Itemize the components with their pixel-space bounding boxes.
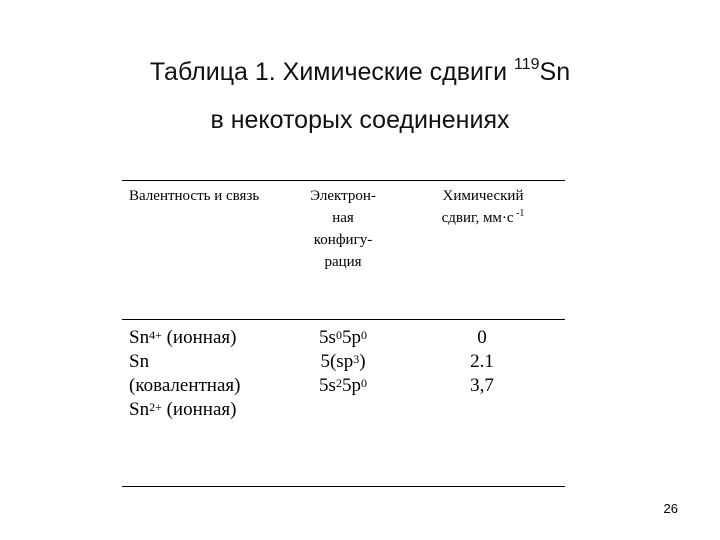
ion-charge: 4+ bbox=[149, 328, 162, 342]
occupancy: 0 bbox=[360, 328, 367, 342]
table-title-line2: в некоторых соединениях bbox=[210, 106, 510, 134]
table-title-line1 bbox=[0, 58, 720, 87]
shift-value: 3,7 bbox=[470, 375, 494, 396]
bond-type: (ионная) bbox=[161, 399, 237, 420]
header-electron-config bbox=[298, 185, 388, 273]
valence-row bbox=[129, 326, 304, 350]
column-electron-config bbox=[298, 326, 388, 398]
header-shift-unit: сдвиг, мм·с bbox=[441, 210, 514, 226]
occupancy: 0 bbox=[335, 328, 342, 342]
header-config-line: Электрон- bbox=[310, 188, 376, 204]
header-valence: Валентность и связь bbox=[129, 188, 260, 204]
shift-value: 2.1 bbox=[470, 351, 494, 372]
orbital: 5(sp bbox=[320, 351, 354, 372]
table-bottom-rule bbox=[122, 486, 565, 487]
config-row bbox=[298, 350, 388, 374]
element-symbol: Sn bbox=[129, 399, 150, 420]
column-valence bbox=[129, 326, 304, 422]
valence-row bbox=[129, 398, 304, 422]
orbital: 5s bbox=[319, 375, 336, 396]
header-config-line: конфигу- bbox=[313, 232, 373, 248]
header-shift-unit-exponent: -1 bbox=[513, 208, 525, 219]
bond-type: (ионная) bbox=[161, 327, 237, 348]
header-chemical-shift bbox=[398, 185, 568, 229]
element-symbol: Sn bbox=[129, 327, 150, 348]
table-top-rule bbox=[122, 180, 565, 181]
isotope-mass: 119 bbox=[514, 56, 540, 73]
config-row bbox=[298, 326, 388, 350]
header-config-line: рация bbox=[324, 254, 362, 270]
shift-value: 0 bbox=[477, 327, 487, 348]
isotope-element: Sn bbox=[539, 58, 571, 86]
occupancy: 3 bbox=[353, 352, 360, 366]
orbital: 5p bbox=[341, 375, 361, 396]
header-shift-line2 bbox=[398, 207, 568, 229]
ion-charge: 2+ bbox=[149, 400, 162, 414]
title-prefix: Таблица 1. Химические сдвиги bbox=[149, 58, 514, 86]
header-shift-line1: Химический bbox=[442, 188, 524, 204]
occupancy: 0 bbox=[360, 376, 367, 390]
occupancy: 2 bbox=[335, 376, 342, 390]
orbital: ) bbox=[359, 351, 366, 372]
table-header-rule bbox=[122, 319, 565, 320]
header-config-line: ная bbox=[332, 210, 354, 226]
config-row bbox=[298, 374, 388, 398]
orbital: 5s bbox=[319, 327, 336, 348]
valence-row: Sn bbox=[129, 351, 150, 372]
valence-row: (ковалентная) bbox=[129, 375, 241, 396]
page-number: 26 bbox=[663, 501, 678, 516]
column-chemical-shift bbox=[432, 326, 532, 398]
orbital: 5p bbox=[341, 327, 361, 348]
